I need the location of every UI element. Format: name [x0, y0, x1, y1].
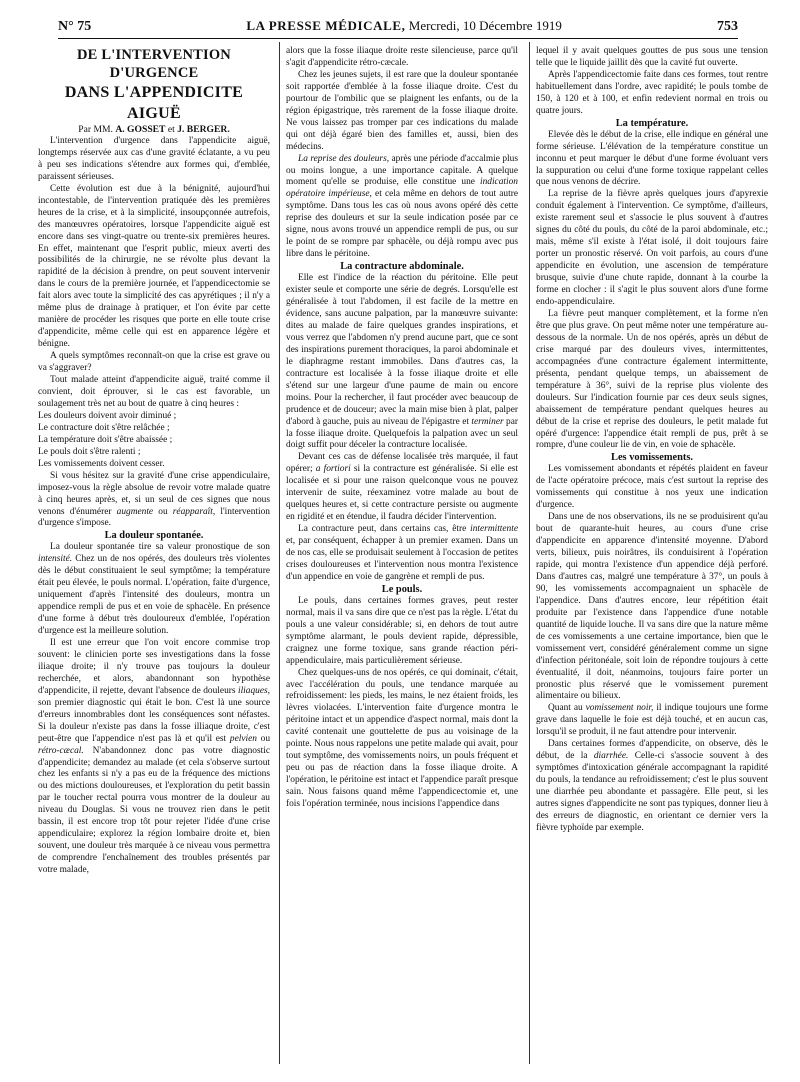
section-heading: La douleur spontanée. [104, 530, 204, 542]
italic-run: a fortiori [315, 464, 351, 475]
text-run: Quant au [548, 703, 583, 714]
paragraph: L'intervention d'urgence dans l'appendicite aiguë, longtemps réservée aux cas d'une gravité éclatante, a vu peu à peu ses indications s'étendre aux formes qui, d'emblée, paraissent sérieuses. [38, 135, 270, 182]
issue-date: Mercredi, 10 Décembre 1919 [408, 18, 562, 33]
list-item: Les vomissements doivent cesser. [38, 458, 165, 469]
text-run: Chez un de nos opérés, des douleurs très violentes dès le début constituaient le seul symptôme; la température était peu élevée, le pouls normal. L'opération, faite d'urgence, uniquement d'après l'intensité des douleurs, montra un appendice rempli de pus et en voie de sphacèle. En présence d'une forme à début très douloureux d'emblée, l'opération d'urgence est la meilleure solution. [38, 554, 270, 637]
authors-and: et [167, 124, 175, 135]
symptom-list [38, 411, 270, 471]
article-title-line1: DE L'INTERVENTION D'URGENCE [77, 47, 231, 81]
italic-run: iliaques, [237, 685, 270, 696]
text-run: par la fosse iliaque droite. Quelquefois la palpation avec un seul doigt suffit pour déceler la contracture localisée. [286, 416, 518, 451]
text-run: si la contracture est généralisée. Si elle est localisée et si pour une raison quelconque vous ne pouvez intervenir de suite, réexaminez votre malade au bout de quelques heures et, si cette contracture persiste ou augmente en rigidité et en étendue, il faudra décider l'intervention. [286, 464, 519, 523]
italic-run: vomissement noir, [585, 703, 654, 714]
italic-run: terminer [471, 416, 504, 427]
article-authors [38, 124, 270, 136]
column-3 [536, 46, 768, 835]
paragraph [38, 542, 270, 638]
list-item: Le pouls doit s'être ralenti ; [38, 446, 141, 457]
paragraph: lequel il y avait quelques gouttes de pus sous une tension telle que le liquide jaillit dès que la cavité fut ouverte. [536, 46, 768, 68]
author-2: J. BERGER. [177, 124, 230, 135]
paragraph [286, 154, 518, 262]
authors-prefix: Par MM. [78, 124, 113, 135]
column-divider [529, 42, 530, 1064]
text-run: et, par conséquent, échapper à un premier examen. Dans un de nos cas, elle se produisait seulement à l'occasion de petites crises douloureuses et l'intervention nous montra l'existence d'un appendice en voie de gangrène et rempli de pus. [286, 536, 518, 582]
paragraph: Cette évolution est due à la bénignité, aujourd'hui incontestable, de l'intervention pratiquée dès les premières heures de la crise, et à la simplicité, insoupçonnée autrefois, des manœuvres opératoires, lorsque l'appendicite aiguë est encore dans ses vingt-quatre ou trente-six premières heures. En effet, maintenant que l'esprit public, mieux averti des possibilités de la chirurgie, ne se révolte plus devant la rapidité de la décision à prendre, on peut souvent intervenir dans le cours de la première journée, et l'appendicectomie se fait alors avec toute la simplicité des cas apyrétiques ; il n'y a même plus de drainage à pratiquer, et l'on évite par cette manière de procéder les risques que porte en elle toute crise d'appendicite, même celle qui est en apparence légère et bénigne. [38, 183, 270, 350]
issue-number: N° 75 [58, 19, 92, 34]
text-run: son premier diagnostic qui était le bon. C'est là une source d'erreurs innombrables dont les conséquences sont néfastes. Si la douleur n'existe pas dans la fosse illiaque droite, c'est peut-être que l'appendice n'est pas là et qu'il est [38, 697, 270, 744]
paragraph: La fièvre peut manquer complètement, et la forme n'en être que plus grave. On peut même noter une température au-dessous de la normale. Un de nos opérés, après un début de crise marqué par des douleurs vives, intermittentes, accompagnées d'une contracture également intermittente, présenta, pendant quelque temps, un abaissement de température à 36°, suivi de la reprise plus violente des douleurs. Sur l'indication fournie par ces deux seuls signes, abaissement de température pendant quelques heures au début de la crise et reprise des douleurs, le petit malade fut opéré d'urgence: l'appendice était rempli de pus, prêt à se rompre, d'une couleur lie de vin, en voie de sphacèle. [536, 308, 768, 451]
italic-run: augmente [116, 506, 154, 517]
paragraph [286, 273, 518, 452]
paragraph: Les vomissement abondants et répétés plaident en faveur de l'acte opératoire précoce, mais c'est surtout la reprise des vomissements qui constitue à nos yeux une indication d'urgence. [536, 464, 768, 511]
header-rule [58, 38, 738, 39]
paragraph [38, 638, 270, 877]
header-center [246, 18, 561, 34]
column-1 [38, 46, 270, 877]
column-2 [286, 46, 518, 811]
paragraph: Chez les jeunes sujets, il est rare que la douleur spontanée soit rapportée d'emblée à la fosse iliaque droite. C'est du pourtour de l'ombilic que se plaignent les enfants, ou de la région épigastrique, très rarement de la fosse iliaque droite. Ne vous laissez pas tromper par ces indications du malade qui ont déjà égaré bien des familles et, aussi, bien des médecins. [286, 69, 518, 152]
paragraph [536, 703, 768, 739]
paragraph: Le pouls, dans certaines formes graves, peut rester normal, mais il va sans dire que ce n'est pas la règle. L'état du pouls a une valeur considérable; si, en dehors de tout autre symptôme alarmant, le pouls devient rapide, dépressible, craignez une forme toxique, sans grande réaction péri-appendiculaire, mais particulièrement sérieuse. [286, 595, 518, 666]
italic-run: La reprise des douleurs, [298, 153, 390, 164]
italic-run: intermittente [470, 524, 519, 535]
italic-run: réapparaît, [172, 506, 216, 517]
paragraph: alors que la fosse iliaque droite reste silencieuse, parce qu'il s'agit d'appendicite rétro-cæcale. [286, 46, 518, 68]
section-heading: Les vomissements. [611, 452, 693, 464]
article-title-line2: DANS L'APPENDICITE AIGUË [64, 84, 244, 122]
text-run: Il est une erreur que l'on voit encore commise trop souvent: le clinicien porte ses investigations dans la fosse iliaque droite; il n'y trouve pas toujours la douleur recherchée, et alors, abandonnant son hypothèse d'appendicite, il rejette, devant l'absence de douleurs [38, 637, 270, 696]
text-run: La contracture peut, dans certains cas, être [298, 524, 467, 535]
paragraph [536, 739, 768, 835]
text-run: il indique toujours une forme grave dans laquelle le foie est déjà touché, et en aucun cas, lorsqu'il se produit, il ne faut attendre pour intervenir. [536, 703, 769, 738]
text-run: La douleur spontanée tire sa valeur pronostique de son [50, 542, 270, 553]
paragraph: Chez quelques-uns de nos opérés, ce qui dominait, c'était, avec l'accélération du pouls, une tendance marquée au refroidissement: les pieds, les mains, le nez étaient froids, les lèvres violacées. L'intervention faite d'urgence montra le péritoine intact et un appendice d'aspect normal, mais dont la cavité contenait une gouttelette de pus au voisinage de la pointe. Nous nous rappelons une petite malade qui avait, pour tout symptôme, des vomissements noirs, un pouls fréquent et peu ou pas de réaction dans la fosse iliaque droite. A l'opération, le péritoine est intact et l'appendice paraît presque sain. Nous faisons quand même l'appendicectomie et, une fois l'opération terminée, nous incisions l'appendice dans [286, 667, 518, 810]
italic-run: intensité. [38, 554, 73, 565]
author-1: A. GOSSET [115, 124, 166, 135]
text-run: ou [158, 506, 168, 517]
text-run: Elle est l'indice de la réaction du péritoine. Elle peut exister seule et comporte une série de degrés. Lorsqu'elle est généralisée à tout l'abdomen, il est facile de la mettre en évidence, sans aucune palpation, par la manœuvre suivante: dites au malade de faire quelques grandes inspirations, et vous verrez que l'abdomen n'y prend aucune part, que ce sont des inspirations purement thoraciques, la paroi abdominale et le diaphragme restant immobiles. Dans d'autres cas, la contracture est localisée à la fosse iliaque droite et elle s'étend sur une largeur d'une paume de main ou encore moins. Pour la rechercher, il faut procéder avec beaucoup de prudence et de douceur; avec la main mise bien à plat, palper d'abord à gauche, puis au niveau de l'épigastre et [286, 273, 518, 427]
paragraph [38, 471, 270, 531]
running-header [58, 18, 738, 38]
paragraph: Tout malade atteint d'appendicite aiguë, traité comme il convient, doit éprouver, si le cas est favorable, un soulagement très net au bout de quatre à cinq heures : [38, 375, 270, 409]
text-run: et cela même en dehors de tout autre symptôme. Dans tous les cas où nous avons opéré dès cette reprise des douleurs et sur la seule indication posée par ce signe, nous avons trouvé un appendice rempli de pus, ou sur le point de se rompre par sphacèle, ou déjà rompu avec pus libre dans le péritoine. [286, 189, 518, 260]
text-run: Si vous hésitez sur la gravité d'une crise appendiculaire, imposez-vous la règle absolue de revoir votre malade quatre à cinq heures après, et, si un seul de ces signes que nous venons d'énumérer [38, 470, 270, 517]
paragraph [286, 452, 518, 524]
list-item: Les douleurs doivent avoir diminué ; [38, 410, 177, 421]
paragraph: La reprise de la fièvre après quelques jours d'apyrexie conduit également à l'intervention. Ce symptôme, d'ailleurs, existe rarement seul et s'associe le plus souvent à d'autres signes du côté du pouls, du côté de la paroi abdominale, etc.; mais, même s'il existe à l'état isolé, il doit toujours faire porter un pronostic réservé. On voit parfois, au cours d'une appendicite en évolution, une ascension de température brusque, suivie d'une chute rapide, donnant à la courbe la forme en clocher : il s'agit le plus souvent alors d'une forme endo-appendiculaire. [536, 189, 768, 308]
text-run: Devant ces cas de défense localisée très marquée, il faut opérer; [286, 452, 518, 475]
paragraph: Après l'appendicectomie faite dans ces formes, tout rentre habituellement dans l'ordre, avec rapidité; le pouls tombe de 150, à 120 et à 100, et enfin redevient normal en trois ou quatre jours. [536, 69, 768, 116]
section-heading: La température. [615, 117, 689, 129]
column-divider [279, 42, 280, 1064]
list-item: La température doit s'être abaissée ; [38, 434, 173, 445]
page-number: 753 [716, 19, 738, 34]
paragraph: Dans une de nos observations, ils ne se produisirent qu'au bout de quarante-huit heures, au cours d'une crise d'appendicite en apparence d'intensité moyenne. D'abord verts, bilieux, puis noirâtres, ils conduisirent à l'opération rapide, qui montra l'existence d'un appendice déjà perforé. Dans d'autres cas, malgré une température à 37°, un pouls à 90, les vomissements accompagnaient un sphacèle de l'appendice. Dans d'autres encore, leur répétition était produite par l'existence dans l'appendice d'une notable quantité de liquide louche. Il va sans dire que la nature même de ces vomissements a une certaine importance, bien que le vomissement vert, considéré généralement comme un signe d'infection péritonéale, soit loin de répondre toujours à cette éventualité, il doit, néanmoins, toujours faire porter un pronostic plus réservé que le vomissement purement alimentaire ou bilieux. [536, 512, 768, 702]
italic-run: pelvien [229, 733, 257, 744]
italic-run: indication opératoire impérieuse, [286, 177, 518, 200]
journal-name: LA PRESSE MÉDICALE, [246, 18, 406, 33]
text-run: N'abandonnez donc pas votre diagnostic d'appendicite; demandez au malade (et cela s'observe surtout chez les enfants si n'y a pas eu de la fréquence des mictions ou des mictions douloureuses, et l'exploration du petit bassin par le toucher rectal pourra vous montrer de la douleur au niveau du Douglas. Si vous ne trouvez rien dans le petit bassin, il est encore trop tôt pour rejeter l'idée d'une crise appendiculaire; explorez la région lombaire droite et, bien souvent, une douleur très marquée à ce niveau vous permettra de comprendre l'enchaînement des troubles présentés par votre malade, [38, 745, 271, 876]
text-run: après une période d'accalmie plus ou moins longue, a une importance capitale. A quelque moment qu'elle se produise, elle constitue une [286, 153, 518, 188]
paragraph: A quels symptômes reconnaît-on que la crise est grave ou va s'aggraver? [38, 351, 270, 374]
paragraph: Elevée dès le début de la crise, elle indique en général une forme sérieuse. L'élévation de la température constitue un inconnu et peut marquer le début d'une forme évoluant vers la suppuration ou celui d'une forme toxique rappelant celles que nous venons de décrire. [536, 129, 768, 188]
list-item: Le contracture doit s'être relâchée ; [38, 422, 170, 433]
italic-run: rétro-cæcal. [38, 745, 84, 756]
paragraph [286, 524, 518, 584]
section-heading: Le pouls. [381, 583, 423, 595]
section-heading: La contracture abdominale. [340, 261, 464, 273]
text-run: Celle-ci s'associe souvent à des symptômes d'intoxication générale accompagnant la rapidité du pouls, la tendance au refroidissement; c'est le plus souvent une diarrhée peu abondante et passagère. Elle peut, si les autres signes d'appendicite ne sont pas typiques, donner lieu à des erreurs de diagnostic, en orientant ce dernier vers la fièvre typhoïde par exemple. [536, 751, 769, 833]
italic-run: diarrhée. [593, 751, 629, 762]
text-run: l'intervention d'urgence s'impose. [38, 506, 270, 529]
text-run: ou [260, 733, 271, 744]
text-run: Dans certaines formes d'appendicite, on observe, dès le début, de la [536, 739, 768, 762]
